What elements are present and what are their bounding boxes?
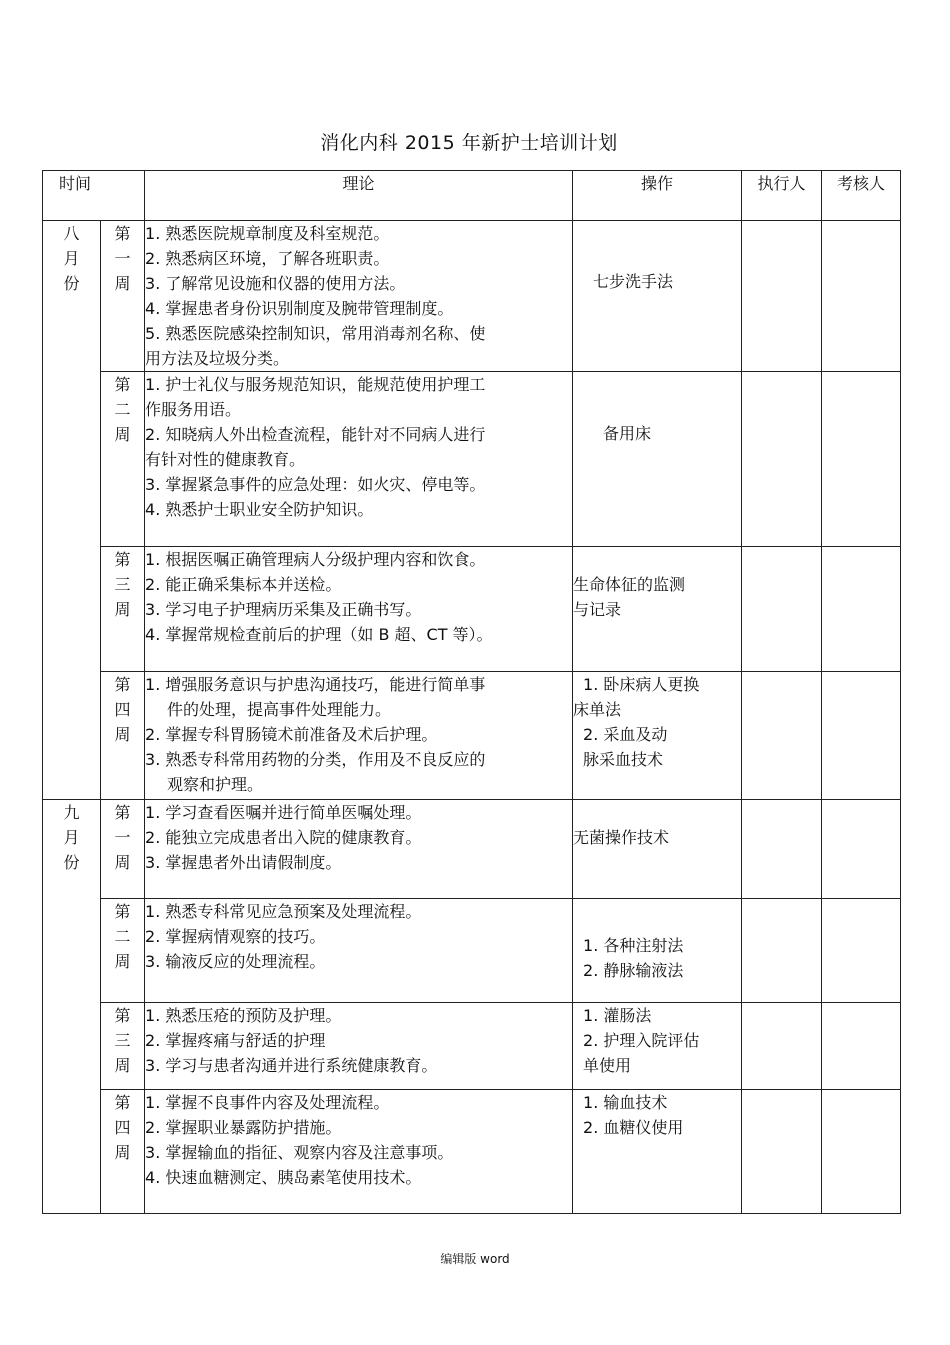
operation-cell [573,372,742,547]
week-label: 第一周 [114,224,131,293]
table-row [43,672,901,800]
table-row [43,800,901,899]
theory-item: 3. 掌握患者外出请假制度。 [145,853,342,872]
operation-item: 脉采血技术 [583,750,664,769]
operation-cell [573,221,742,372]
theory-cell [145,800,573,899]
week-cell [101,1090,145,1214]
theory-cell [145,672,573,800]
header-executor: 执行人 [742,171,822,221]
table-row [43,1090,901,1214]
theory-item: 3. 学习电子护理病历采集及正确书写。 [145,600,422,619]
operation-item: 2. 血糖仪使用 [583,1118,684,1137]
operation-item: 无菌操作技术 [573,828,670,847]
operation-item: 2. 静脉输液法 [583,961,684,980]
operation-cell [573,899,742,1003]
theory-cell [145,1003,573,1090]
theory-item: 4. 熟悉护士职业安全防护知识。 [145,500,374,519]
training-plan-table [42,170,901,1214]
operation-item: 床单法 [573,700,622,719]
executor-cell[interactable] [742,800,822,899]
theory-item: 1. 根据医嘱正确管理病人分级护理内容和饮食。 [145,550,486,569]
executor-cell[interactable] [742,1003,822,1090]
theory-item: 观察和护理。 [167,775,264,794]
theory-item: 1. 学习查看医嘱并进行简单医嘱处理。 [145,803,422,822]
operation-cell [573,547,742,672]
theory-item: 作服务用语。 [145,400,242,419]
theory-item: 1. 熟悉专科常见应急预案及处理流程。 [145,902,422,921]
theory-item: 1. 掌握不良事件内容及处理流程。 [145,1093,390,1112]
executor-cell[interactable] [742,672,822,800]
operation-cell [573,1090,742,1214]
theory-item: 2. 掌握疼痛与舒适的护理 [145,1031,326,1050]
operation-item: 1. 各种注射法 [583,936,684,955]
assessor-cell[interactable] [822,547,901,672]
week-cell [101,672,145,800]
theory-item: 有针对性的健康教育。 [145,450,306,469]
week-cell [101,800,145,899]
assessor-cell[interactable] [822,221,901,372]
month-cell [43,221,101,800]
header-time: 时间 [43,171,145,221]
week-cell [101,899,145,1003]
theory-item: 2. 知晓病人外出检查流程，能针对不同病人进行 [145,425,486,444]
theory-item: 1. 护士礼仪与服务规范知识，能规范使用护理工 [145,375,486,394]
operation-item: 1. 输血技术 [583,1093,668,1112]
week-cell [101,1003,145,1090]
executor-cell[interactable] [742,372,822,547]
table-row [43,221,901,372]
theory-item: 3. 输液反应的处理流程。 [145,952,326,971]
theory-cell [145,221,573,372]
executor-cell[interactable] [742,547,822,672]
week-label: 第四周 [114,1093,131,1162]
table-row [43,899,901,1003]
assessor-cell[interactable] [822,899,901,1003]
theory-item: 3. 熟悉专科常用药物的分类，作用及不良反应的 [145,750,486,769]
month-cell [43,800,101,1214]
operation-cell [573,672,742,800]
assessor-cell[interactable] [822,372,901,547]
theory-item: 用方法及垃圾分类。 [145,349,290,368]
theory-item: 5. 熟悉医院感染控制知识，常用消毒剂名称、使 [145,324,486,343]
week-label: 第三周 [114,550,131,619]
header-operation: 操作 [573,171,742,221]
operation-cell [573,800,742,899]
operation-item: 与记录 [573,600,622,619]
executor-cell[interactable] [742,221,822,372]
week-label: 第二周 [114,375,131,444]
theory-cell [145,547,573,672]
week-label: 第三周 [114,1006,131,1075]
month-label: 九月份 [63,803,80,872]
theory-item: 2. 掌握职业暴露防护措施。 [145,1118,342,1137]
theory-item: 1. 熟悉压疮的预防及护理。 [145,1006,342,1025]
theory-item: 3. 掌握输血的指征、观察内容及注意事项。 [145,1143,454,1162]
operation-item: 2. 护理入院评估 [583,1031,700,1050]
table-row [43,372,901,547]
week-cell [101,547,145,672]
theory-item: 2. 掌握专科胃肠镜术前准备及术后护理。 [145,725,438,744]
week-cell [101,221,145,372]
header-theory: 理论 [145,171,573,221]
assessor-cell[interactable] [822,800,901,899]
theory-item: 4. 掌握常规检查前后的护理（如 B 超、CT 等）。 [145,625,493,644]
theory-item: 2. 能独立完成患者出入院的健康教育。 [145,828,422,847]
theory-item: 3. 了解常见设施和仪器的使用方法。 [145,274,406,293]
theory-item: 4. 掌握患者身份识别制度及腕带管理制度。 [145,299,454,318]
theory-item: 2. 掌握病情观察的技巧。 [145,927,326,946]
theory-cell [145,899,573,1003]
operation-cell [573,1003,742,1090]
assessor-cell[interactable] [822,1003,901,1090]
week-cell [101,372,145,547]
theory-item: 1. 增强服务意识与护患沟通技巧，能进行简单事 [145,675,486,694]
month-label: 八月份 [63,224,80,293]
table-row [43,547,901,672]
week-label: 第四周 [114,675,131,744]
theory-item: 3. 掌握紧急事件的应急处理：如火灾、停电等。 [145,475,486,494]
theory-item: 3. 学习与患者沟通并进行系统健康教育。 [145,1056,438,1075]
operation-item: 1. 灌肠法 [583,1006,652,1025]
theory-item: 件的处理，提高事件处理能力。 [167,700,392,719]
theory-item: 4. 快速血糖测定、胰岛素笔使用技术。 [145,1168,422,1187]
operation-item: 2. 采血及动 [583,725,668,744]
operation-item: 单使用 [583,1056,632,1075]
assessor-cell[interactable] [822,672,901,800]
executor-cell[interactable] [742,1090,822,1214]
document-title: 消化内科 2015 年新护士培训计划 [320,132,618,154]
theory-item: 2. 熟悉病区环境，了解各班职责。 [145,249,390,268]
operation-item: 1. 卧床病人更换 [583,675,700,694]
operation-item: 备用床 [603,424,652,443]
table-header-row [43,171,901,221]
header-assessor: 考核人 [822,171,901,221]
theory-item: 2. 能正确采集标本并送检。 [145,575,342,594]
executor-cell[interactable] [742,899,822,1003]
operation-item: 七步洗手法 [593,272,674,291]
table-row [43,1003,901,1090]
week-label: 第二周 [114,902,131,971]
theory-cell [145,372,573,547]
week-label: 第一周 [114,803,131,872]
theory-cell [145,1090,573,1214]
footer-text: 编辑版 word [440,1252,510,1266]
assessor-cell[interactable] [822,1090,901,1214]
theory-item: 1. 熟悉医院规章制度及科室规范。 [145,224,390,243]
operation-item: 生命体征的监测 [573,575,686,594]
